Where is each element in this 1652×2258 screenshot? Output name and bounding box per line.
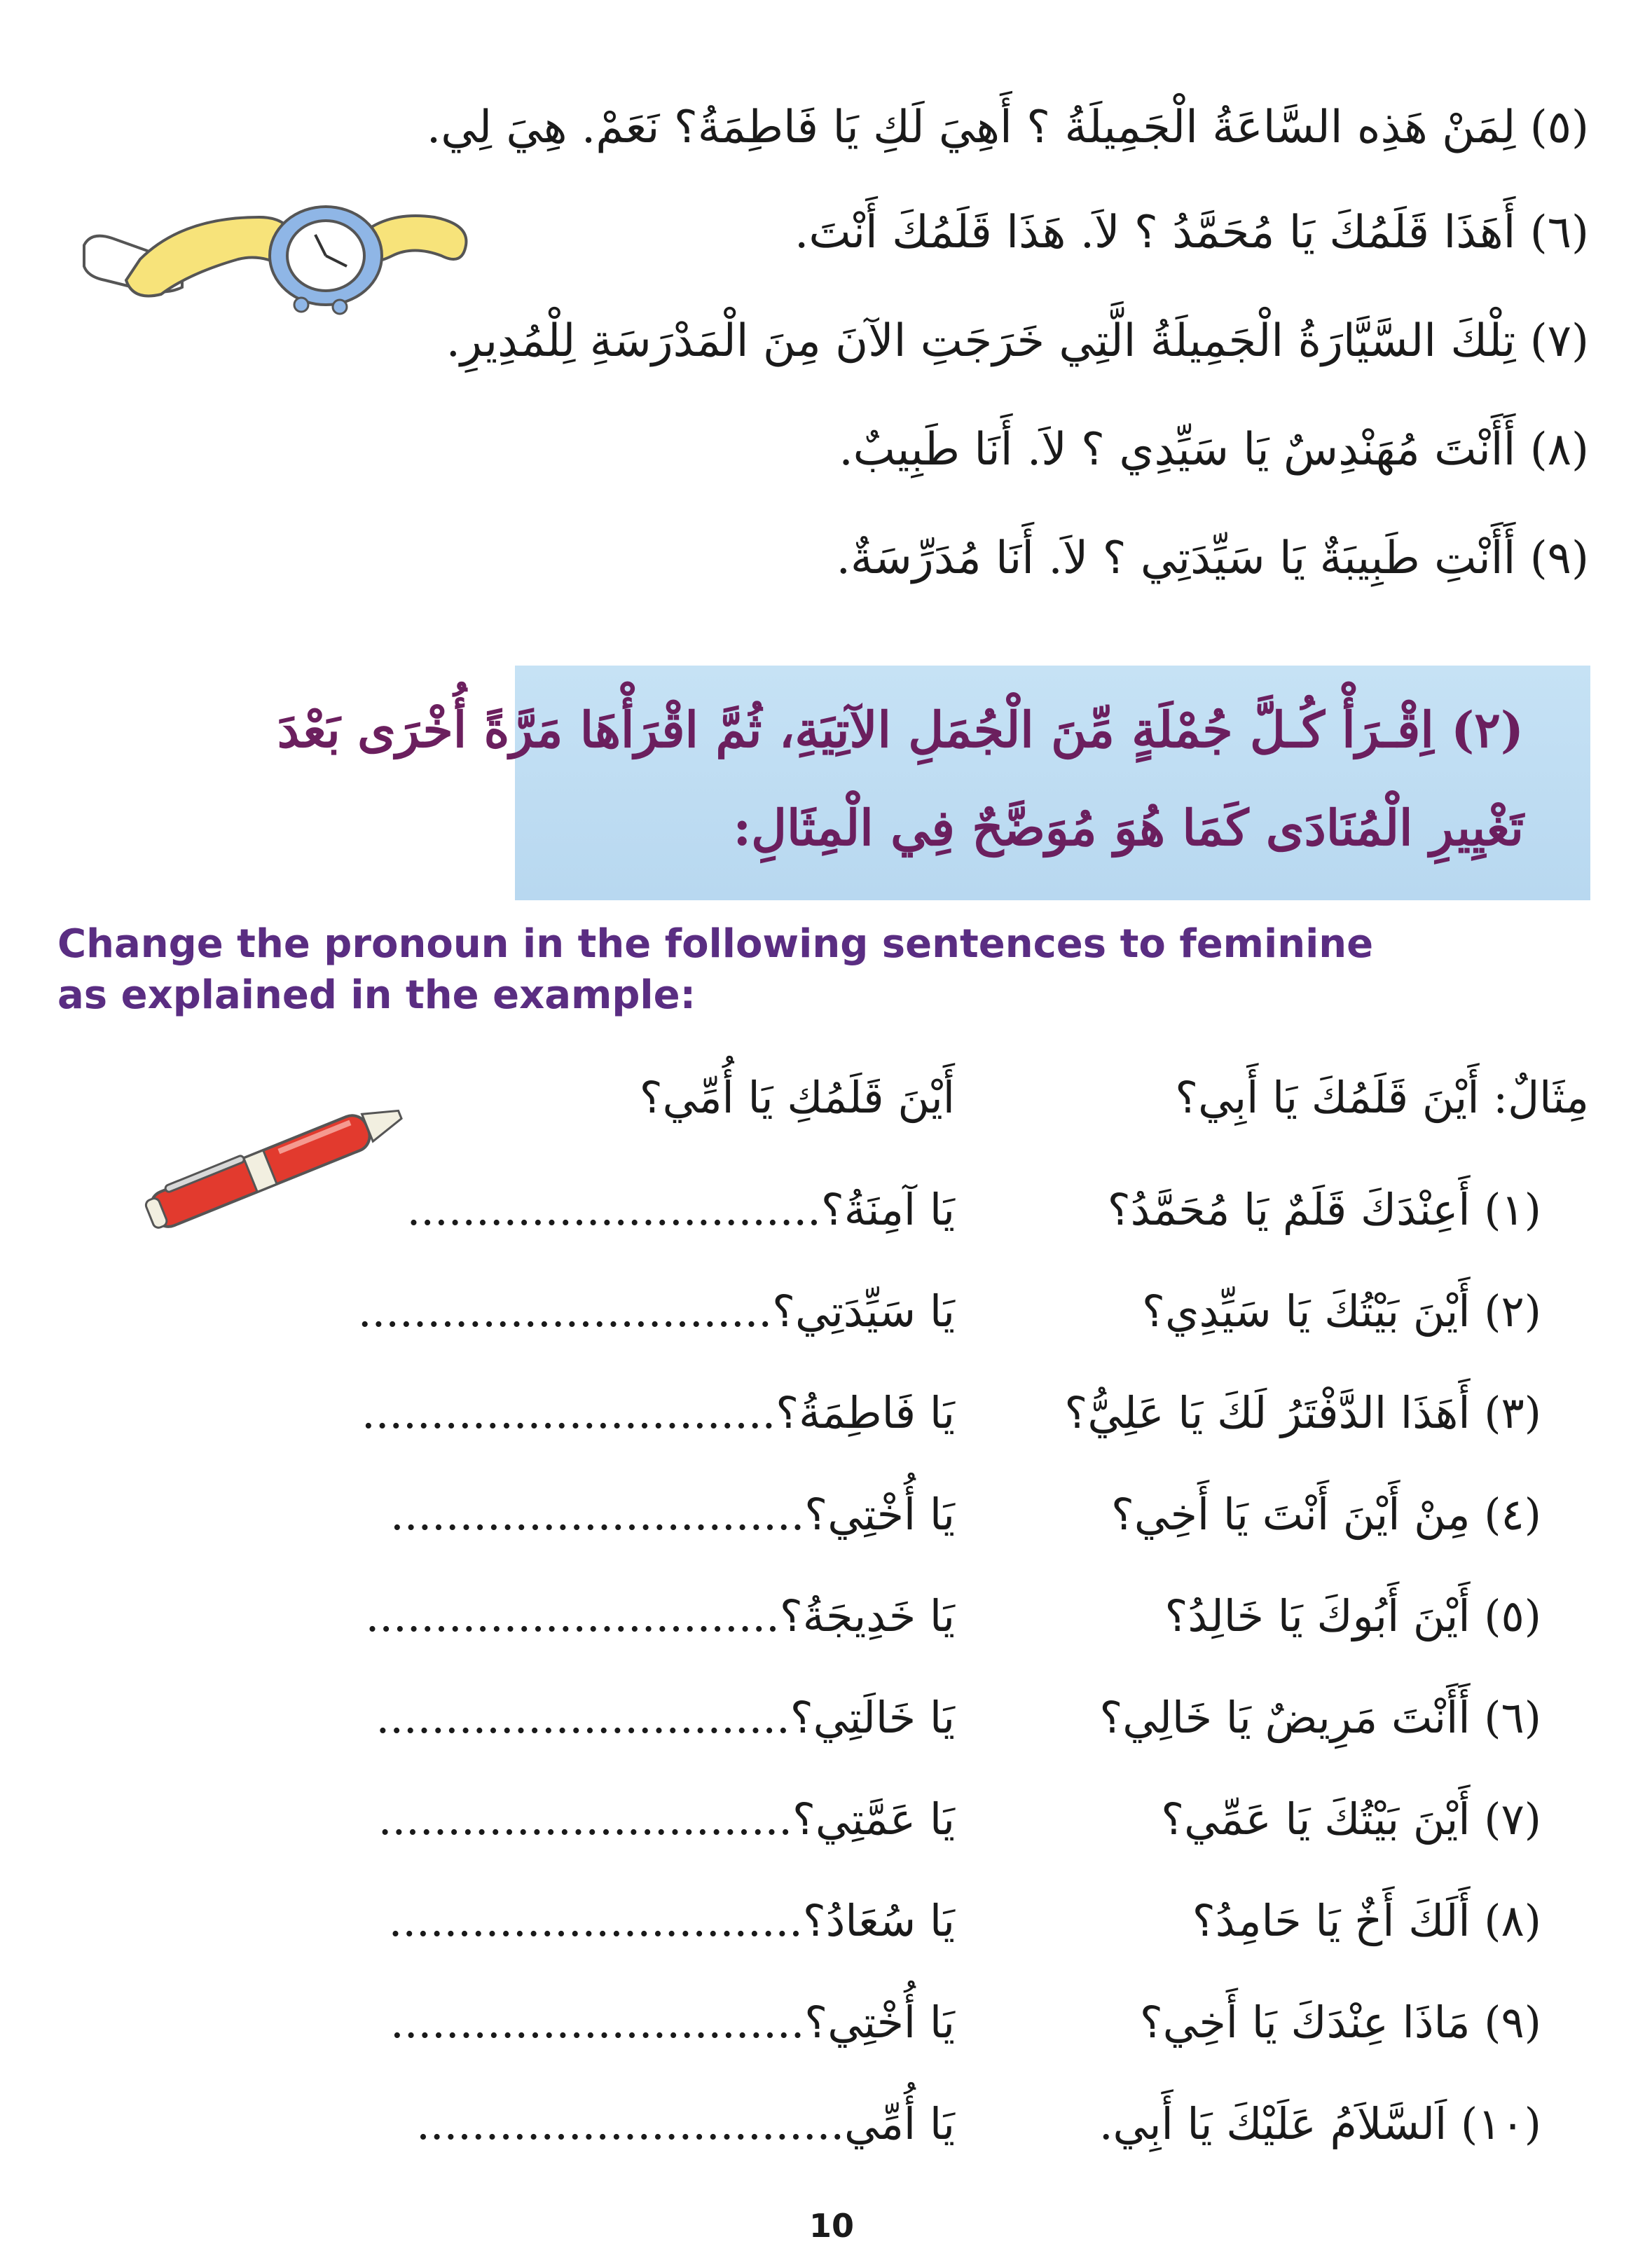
answer-blank[interactable]: .............................. [406,1184,821,1235]
answer-blank[interactable]: .............................. [390,1997,805,2048]
answer-vocative: يَا آمِنَةُ؟ [820,1184,955,1235]
exercise-1-answer[interactable] [407,1184,955,1235]
sentence-9 [836,532,1589,584]
exercise-number: (٩) [1484,1997,1541,2048]
english-instruction-line-2: as explained in the example: [57,972,696,1018]
exercise-question-text: أَهَذَا الدَّفْتَرُ لَكَ يَا عَلِيُّ؟ [1064,1387,1471,1438]
sentence-number: (٦) [1529,207,1589,259]
exercise-question-text: أَأَنْتَ مَرِيضٌ يَا خَالِي؟ [1099,1692,1471,1743]
answer-blank[interactable]: .............................. [365,1590,780,1641]
exercise-5-question [1164,1590,1541,1641]
sentence-7 [446,315,1589,367]
exercise-7-question [1161,1794,1541,1845]
exercise-10-question [1099,2098,1541,2149]
exercise-number: (١٠) [1460,2098,1541,2149]
sentence-5 [426,102,1589,153]
exercise-question-text: اَلسَّلاَمُ عَلَيْكَ يَا أَبِي. [1099,2098,1447,2149]
sentence-number: (٨) [1529,424,1589,476]
answer-vocative: يَا أُمِّي. [830,2098,955,2149]
answer-vocative: يَا خَالَتِي؟ [790,1692,955,1743]
exercise-question-text: أَيْنَ بَيْتُكَ يَا سَيِّدِي؟ [1142,1286,1471,1337]
exercise-question-text: مَاذَا عِنْدَكَ يَا أَخِي؟ [1139,1997,1471,2048]
exercise-6-answer[interactable] [376,1692,955,1743]
exercise-number: (٤) [1484,1489,1541,1540]
pen-illustration [116,1096,424,1237]
exercise-8-question [1192,1895,1541,1946]
sentence-text: لِمَنْ هَذِه السَّاعَةُ الْجَمِيلَةُ ؟ أَهِيَ لَكِ يَا فَاطِمَةُ؟ نَعَمْ. هِيَ لِي. [426,102,1516,153]
sentence-6 [794,207,1589,259]
exercise-question-text: مِنْ أَيْنَ أَنْتَ يَا أَخِي؟ [1111,1489,1471,1540]
exercise-4-answer[interactable] [390,1489,955,1540]
example-answer: أَيْنَ قَلَمُكِ يَا أُمِّي؟ [639,1072,955,1123]
exercise-5-answer[interactable] [366,1590,955,1641]
exercise-number: (٣) [1484,1387,1541,1438]
exercise-9-answer[interactable] [390,1997,955,2048]
answer-vocative: يَا سَيِّدَتِي؟ [772,1286,955,1337]
answer-blank[interactable]: .............................. [357,1286,773,1337]
exercise-2-answer[interactable] [358,1286,955,1337]
exercise-question-text: أَعِنْدَكَ قَلَمٌ يَا مُحَمَّدُ؟ [1107,1184,1471,1235]
sentence-text: أَهَذَا قَلَمُكَ يَا مُحَمَّدُ ؟ لاَ. هَذَا قَلَمُكَ أَنْتَ. [794,207,1516,259]
exercise-question-text: أَيْنَ أَبُوكَ يَا خَالِدُ؟ [1164,1590,1471,1641]
exercise-number: (٦) [1484,1692,1541,1743]
english-instruction-line-1: Change the pronoun in the following sentences to feminine [57,921,1374,967]
sentence-8 [839,424,1589,476]
sentence-number: (٩) [1529,532,1589,584]
exercise-number: (٧) [1484,1794,1541,1845]
answer-blank[interactable]: .............................. [362,1387,776,1438]
answer-vocative: يَا فَاطِمَةُ؟ [776,1387,955,1438]
answer-blank[interactable]: .............................. [388,1895,803,1946]
answer-vocative: يَا خَدِيجَةُ؟ [779,1590,955,1641]
instruction-line-2: تَغْيِيرِ الْمُنَادَى كَمَا هُوَ مُوَضَّحٌ فِي الْمِثَالِ: [733,799,1524,857]
answer-blank[interactable]: .............................. [390,1489,805,1540]
instruction-line-1: (٢) اِقْـرَأْ كُـلَّ جُمْلَةٍ مِّنَ الْجُمَلِ الآتِيَةِ، ثُمَّ اقْرَأْهَا مَرَّةً أُخْرَى بَعْدَ [277,701,1524,759]
answer-vocative: يَا سُعَادُ؟ [802,1895,955,1946]
exercise-10-answer[interactable] [416,2098,955,2149]
sentence-number: (٥) [1529,102,1589,153]
wristwatch-illustration [63,189,483,315]
exercise-number: (٨) [1484,1895,1541,1946]
sentence-text: تِلْكَ السَّيَّارَةُ الْجَمِيلَةُ الَّتِي خَرَجَتِ الآنَ مِنَ الْمَدْرَسَةِ لِلْمُدِيرِ. [446,315,1516,367]
answer-vocative: يَا أُخْتِي؟ [804,1997,955,2048]
answer-blank[interactable]: .............................. [378,1794,792,1845]
exercise-7-answer[interactable] [378,1794,955,1845]
answer-vocative: يَا أُخْتِي؟ [804,1489,955,1540]
exercise-number: (٢) [1484,1286,1541,1337]
exercise-number: (٥) [1484,1590,1541,1641]
instruction-banner [277,666,1590,900]
exercise-9-question [1140,1997,1541,2048]
exercise-question-text: أَيْنَ بَيْتُكَ يَا عَمِّي؟ [1161,1794,1471,1845]
exercise-2-question [1142,1286,1541,1337]
exercise-4-question [1111,1489,1541,1540]
page-number: 10 [809,2207,855,2245]
answer-blank[interactable]: .............................. [376,1692,790,1743]
exercise-3-answer[interactable] [362,1387,955,1438]
exercise-8-answer[interactable] [389,1895,955,1946]
sentence-text: أَأَنْتِ طَبِيبَةٌ يَا سَيِّدَتِي ؟ لاَ. أَنَا مُدَرِّسَةٌ. [836,532,1516,584]
exercise-6-question [1099,1692,1541,1743]
exercise-3-question [1064,1387,1541,1438]
sentence-number: (٧) [1529,315,1589,367]
answer-vocative: يَا عَمَّتِي؟ [792,1794,955,1845]
example-question: مِثَالٌ: أَيْنَ قَلَمُكَ يَا أَبِي؟ [1175,1072,1589,1123]
sentence-text: أَأَنْتَ مُهَنْدِسٌ يَا سَيِّدِي ؟ لاَ. أَنَا طَبِيبٌ. [839,424,1516,476]
exercise-1-question [1108,1184,1541,1235]
exercise-number: (١) [1484,1184,1541,1235]
exercise-question-text: أَلَكَ أَخٌ يَا حَامِدُ؟ [1192,1895,1471,1946]
answer-blank[interactable]: .............................. [416,2098,831,2149]
